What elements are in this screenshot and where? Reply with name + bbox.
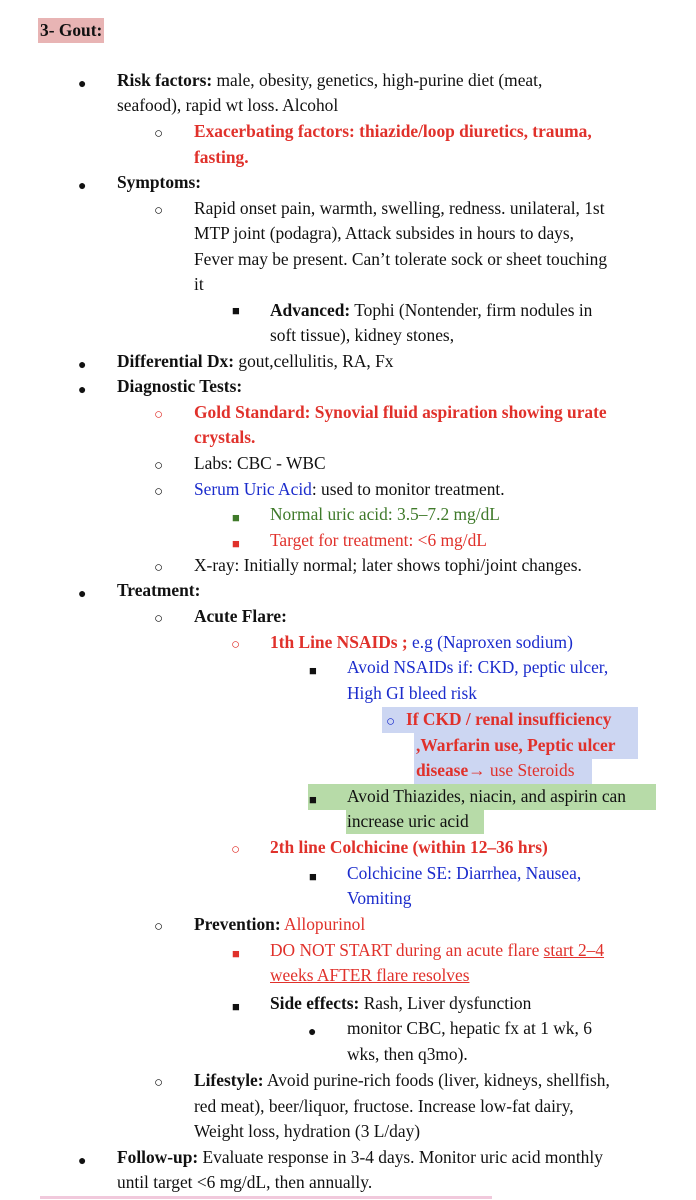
monitor-line: monitor CBC, hepatic fx at 1 wk, 6 [347, 1018, 592, 1038]
disc-bullet: ● [78, 358, 87, 373]
disc-bullet: ● [78, 179, 87, 194]
symptoms-line: it [194, 274, 204, 294]
exacerbating-factors: fasting. [194, 147, 249, 167]
colchicine-se: Colchicine SE: Diarrhea, Nausea, [347, 863, 582, 883]
prevention-line: Prevention: Allopurinol [194, 914, 366, 934]
normal-uric-acid: Normal uric acid: 3.5–7.2 mg/dL [270, 504, 500, 524]
circle-bullet: ○ [231, 842, 241, 858]
lifestyle-line: red meat), beer/liquor, fructose. Increase low-fat dairy, [194, 1096, 574, 1116]
exacerbating-factors: Exacerbating factors: thiazide/loop diuretics, trauma, [194, 121, 592, 141]
monitor-line: wks, then q3mo). [347, 1044, 468, 1064]
gold-standard: Gold Standard: Synovial fluid aspiration showing urate [194, 402, 607, 422]
risk-factors-line: seafood), rapid wt loss. Alcohol [117, 95, 339, 115]
square-bullet: ■ [232, 536, 240, 551]
symptoms-line: Rapid onset pain, warmth, swelling, redness. unilateral, 1st [194, 198, 605, 218]
disc-bullet: ● [78, 1154, 87, 1169]
avoid-nsaids: Avoid NSAIDs if: CKD, peptic ulcer, [347, 657, 609, 677]
ckd-steroids: If CKD / renal insufficiency [406, 709, 612, 729]
side-effects: Side effects: Rash, Liver dysfunction [270, 993, 532, 1013]
circle-bullet: ○ [154, 611, 164, 627]
bottom-divider [40, 1196, 492, 1199]
follow-up-line: Follow-up: Evaluate response in 3-4 days. Monitor uric acid monthly [117, 1147, 603, 1167]
square-bullet: ■ [309, 869, 317, 884]
first-line-nsaids: 1th Line NSAIDs ; e.g (Naproxen sodium) [270, 632, 573, 652]
treatment-heading: Treatment: [117, 580, 201, 600]
square-bullet: ■ [232, 510, 240, 525]
follow-up-line: until target <6 mg/dL, then annually. [117, 1172, 373, 1192]
circle-bullet: ○ [386, 714, 396, 730]
circle-bullet: ○ [231, 637, 241, 653]
circle-bullet: ○ [154, 126, 164, 142]
advanced-symptoms: Advanced: Tophi (Nontender, firm nodules in [270, 300, 593, 320]
square-bullet: ■ [309, 792, 317, 807]
avoid-thiazides: Avoid Thiazides, niacin, and aspirin can [347, 786, 626, 806]
page-title: 3- Gout: [38, 18, 104, 43]
symptoms-heading: Symptoms: [117, 172, 202, 192]
diagnostic-tests-heading: Diagnostic Tests: [117, 376, 243, 396]
labs-line: Labs: CBC - WBC [194, 453, 326, 473]
square-bullet: ■ [232, 303, 240, 318]
do-not-start: DO NOT START during an acute flare start 2–4 [270, 940, 605, 960]
disc-bullet: ● [78, 77, 87, 92]
ckd-steroids: ,Warfarin use, Peptic ulcer [416, 735, 616, 755]
disc-bullet: ● [78, 383, 87, 398]
acute-flare-heading: Acute Flare: [194, 606, 287, 626]
circle-bullet: ○ [154, 484, 164, 500]
lifestyle-line: Lifestyle: Avoid purine-rich foods (liver, kidneys, shellfish, [194, 1070, 610, 1090]
disc-bullet: ● [308, 1025, 317, 1040]
ckd-steroids: disease→ use Steroids [416, 760, 575, 780]
lifestyle-line: Weight loss, hydration (3 L/day) [194, 1121, 421, 1141]
xray-line: X-ray: Initially normal; later shows tophi/joint changes. [194, 555, 582, 575]
circle-bullet: ○ [154, 407, 164, 423]
differential-dx: Differential Dx: gout,cellulitis, RA, Fx [117, 351, 394, 371]
square-bullet: ■ [309, 663, 317, 678]
risk-factors-line: Risk factors: male, obesity, genetics, high-purine diet (meat, [117, 70, 543, 90]
second-line-colchicine: 2th line Colchicine (within 12–36 hrs) [270, 837, 548, 857]
circle-bullet: ○ [154, 458, 164, 474]
advanced-symptoms: soft tissue), kidney stones, [270, 325, 455, 345]
circle-bullet: ○ [154, 560, 164, 576]
square-bullet: ■ [232, 946, 240, 961]
do-not-start: weeks AFTER flare resolves [270, 965, 470, 985]
gold-standard: crystals. [194, 427, 256, 447]
circle-bullet: ○ [154, 919, 164, 935]
circle-bullet: ○ [154, 1075, 164, 1091]
target-uric-acid: Target for treatment: <6 mg/dL [270, 530, 487, 550]
avoid-nsaids: High GI bleed risk [347, 683, 477, 703]
avoid-thiazides: increase uric acid [347, 811, 469, 831]
square-bullet: ■ [232, 999, 240, 1014]
symptoms-line: Fever may be present. Can’t tolerate sock or sheet touching [194, 249, 608, 269]
circle-bullet: ○ [154, 203, 164, 219]
symptoms-line: MTP joint (podagra), Attack subsides in hours to days, [194, 223, 574, 243]
serum-uric-acid: Serum Uric Acid: used to monitor treatment. [194, 479, 505, 499]
colchicine-se: Vomiting [347, 888, 412, 908]
disc-bullet: ● [78, 587, 87, 602]
